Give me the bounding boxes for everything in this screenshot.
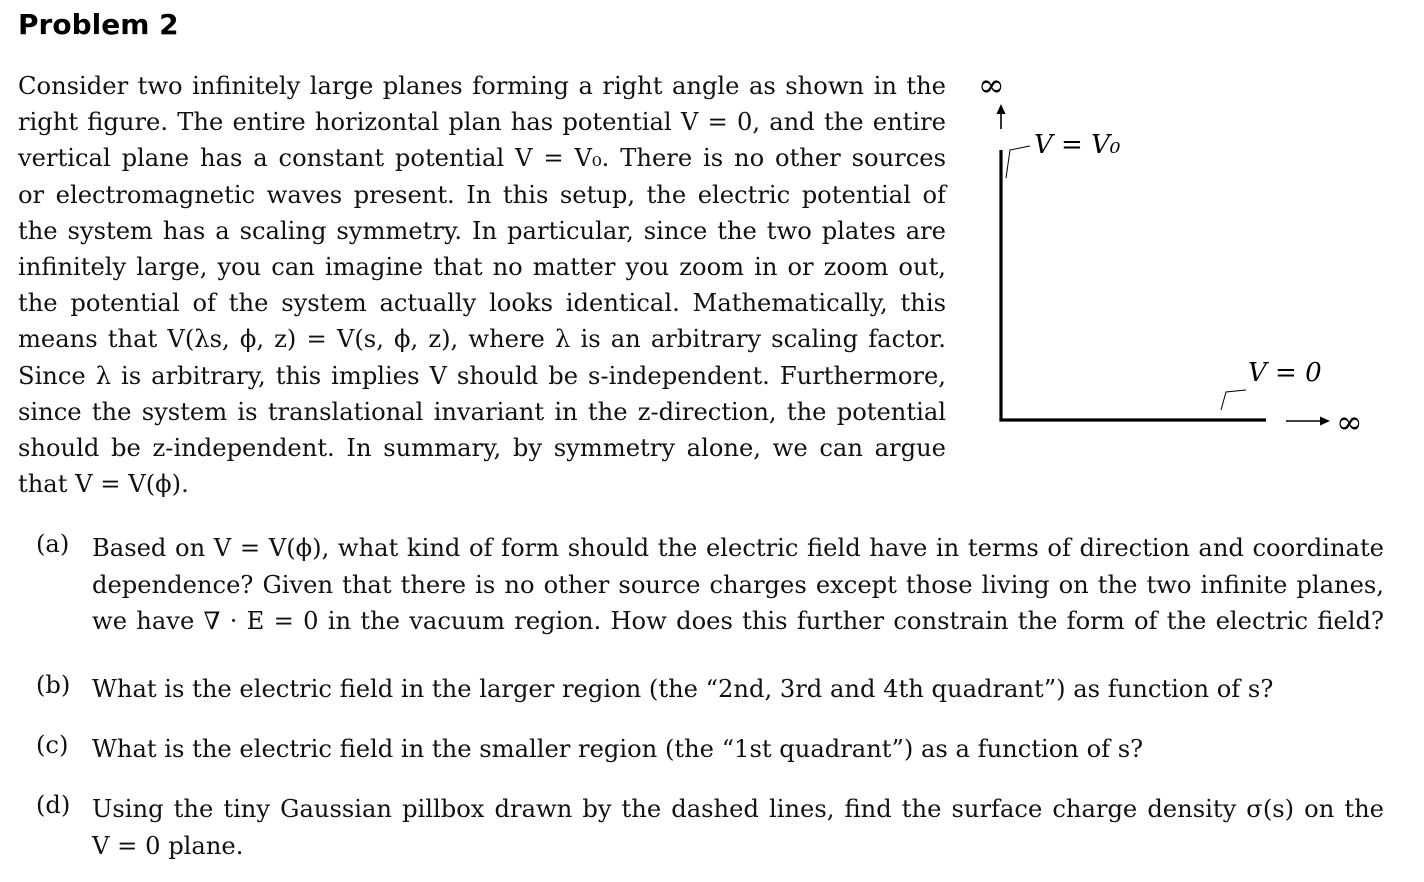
infinity-top-symbol: ∞ <box>978 66 1005 104</box>
intro-line: infinitely large, you can imagine that no matter you zoom in or zoom out, <box>18 253 946 282</box>
infinity-right-symbol: ∞ <box>1336 403 1363 441</box>
intro-line: the potential of the system actually looks identical. Mathematically, this <box>18 289 946 318</box>
part-text <box>92 671 1384 708</box>
horizontal-plane-label: V = 0 <box>1248 358 1322 388</box>
intro-line: or electromagnetic waves present. In this setup, the electric potential of <box>18 180 946 209</box>
part-label: (d) <box>36 791 71 819</box>
part-line: dependence? Given that there is no other source charges except those living on the two infinite planes, <box>92 570 1384 599</box>
part-line: Based on V = V(ϕ), what kind of form should the electric field have in terms of direction and coordinate <box>92 534 1384 562</box>
part-line: What is the electric field in the larger region (the “2nd, 3rd and 4th quadrant”) as function of s? <box>92 675 1274 703</box>
intro-line: means that V(λs, ϕ, z) = V(s, ϕ, z), where λ is an arbitrary scaling factor. <box>18 325 946 354</box>
planes-figure <box>970 60 1390 450</box>
problem-intro <box>18 68 946 502</box>
part-label: (b) <box>36 671 71 699</box>
part-text <box>92 731 1384 768</box>
vertical-plane-label: V = V₀ <box>1034 130 1121 160</box>
part-line: we have ∇ · E = 0 in the vacuum region. How does this further constrain the form of the electric field? <box>92 607 1384 635</box>
intro-line: vertical plane has a constant potential V = V₀. There is no other sources <box>18 144 946 173</box>
intro-line: Consider two infinitely large planes forming a right angle as shown in the <box>18 72 946 100</box>
part-line: V = 0 plane. <box>92 831 244 860</box>
part-line: What is the electric field in the smaller region (the “1st quadrant”) as a function of s? <box>92 735 1144 763</box>
intro-line: should be z-independent. In summary, by symmetry alone, we can argue <box>18 434 946 463</box>
intro-line: since the system is translational invariant in the z-direction, the potential <box>18 397 946 426</box>
intro-line: that V = V(ϕ). <box>18 470 189 499</box>
planes-diagram <box>970 60 1390 450</box>
vertical-label-leader <box>1006 146 1030 178</box>
horizontal-label-leader <box>1221 390 1246 410</box>
intro-line: Since λ is arbitrary, this implies V should be s-independent. Furthermore, <box>18 361 946 390</box>
problem-title: Problem 2 <box>18 8 179 41</box>
part-text <box>92 791 1384 864</box>
part-text <box>92 530 1384 640</box>
intro-line: right figure. The entire horizontal plan has potential V = 0, and the entire <box>18 108 946 137</box>
intro-line: the system has a scaling symmetry. In particular, since the two plates are <box>18 216 946 245</box>
part-line: Using the tiny Gaussian pillbox drawn by the dashed lines, find the surface charge density σ(s) on the <box>92 795 1384 823</box>
part-label: (a) <box>36 530 70 558</box>
up-arrow-icon <box>997 104 1006 114</box>
right-arrow-icon <box>1320 417 1330 426</box>
part-label: (c) <box>36 731 69 759</box>
